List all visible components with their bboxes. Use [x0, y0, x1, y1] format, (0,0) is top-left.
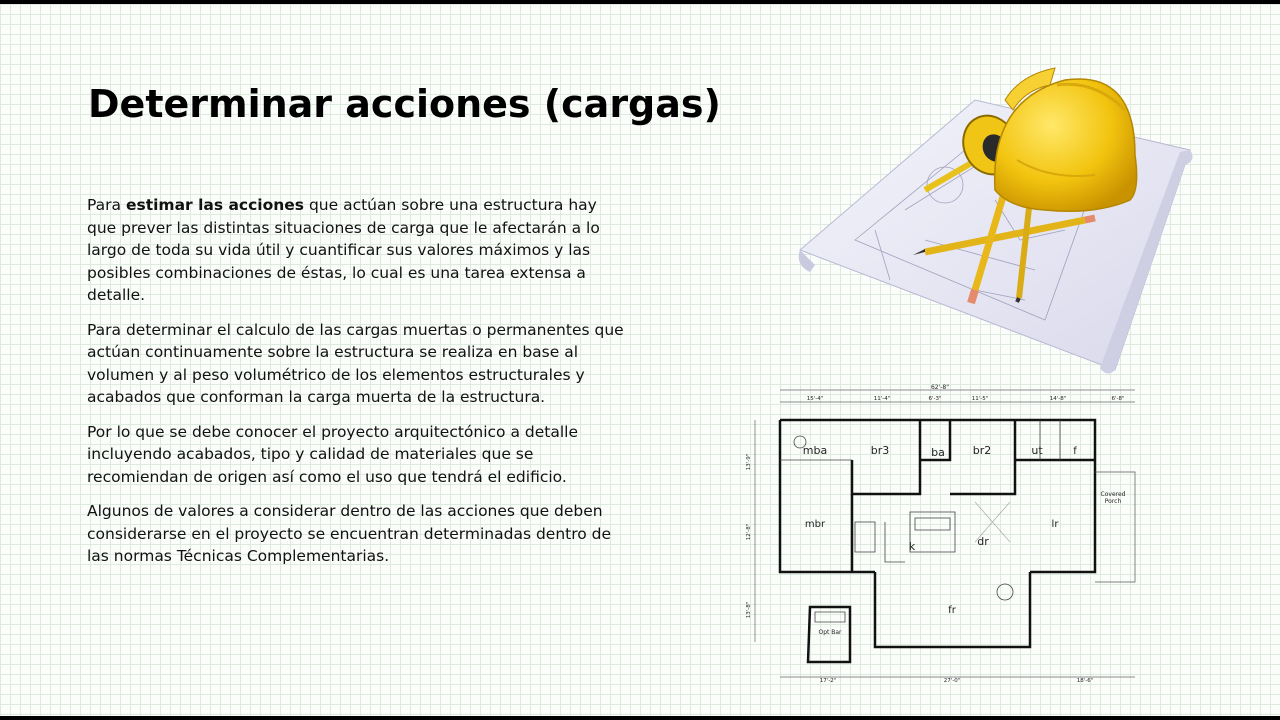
dim-bottom-2: 27'-0" [943, 678, 961, 684]
construction-illustration [795, 40, 1195, 380]
room-mbr: mbr [804, 519, 826, 530]
slide [0, 4, 1280, 716]
dim-bottom-3: 18'-6" [1076, 678, 1094, 684]
paragraph-4: Algunos de valores a considerar dentro de las acciones que deben considerarse en el proyecto se encuentran determinadas dentro de las normas Técnicas Complementarias. [87, 502, 612, 565]
body-text [87, 194, 627, 580]
dim-bottom-1: 17'-2" [819, 678, 837, 684]
dim-top-total: 62'-8" [930, 384, 950, 391]
dim-top-5: 14'-8" [1049, 396, 1067, 402]
room-f: f [1073, 446, 1077, 457]
room-mba: mba [802, 444, 828, 457]
porch-label-1: Covered [1100, 491, 1126, 498]
paragraph-1-end: que actúan sobre una estructura hay que prever las distintas situaciones de carga que le afectarán a lo largo de toda su vida útil y cuantificar sus valores máximos y las posibles combinaciones de éstas, lo cual es una tarea extensa a detalle. [87, 196, 600, 304]
floor-plan-drawing [740, 382, 1140, 688]
dim-top-6: 6'-8" [1111, 396, 1125, 402]
dim-top-4: 11'-5" [971, 396, 989, 402]
dim-top-3: 6'-3" [928, 396, 942, 402]
paragraph-2: Para determinar el calculo de las cargas muertas o permanentes que actúan continuamente sobre la estructura se realiza en base al volumen y al peso volumétrico de los elementos estructurales y acabados que conforman la carga muerta de la estructura. [87, 320, 624, 406]
room-opt-bar: Opt Bar [818, 629, 842, 636]
dim-left-1: 13'-9" [746, 453, 752, 471]
room-k: k [908, 540, 916, 553]
dim-left-3: 13'-8" [746, 601, 752, 619]
slide-title: Determinar acciones (cargas) [88, 82, 721, 126]
room-lr: lr [1051, 519, 1059, 530]
porch-label-2: Porch [1104, 498, 1122, 505]
room-fr: fr [948, 605, 956, 616]
dim-top-1: 15'-4" [806, 396, 824, 402]
dim-left-2: 12'-8" [746, 523, 752, 541]
paragraph-1-start: Para [87, 196, 126, 214]
paragraph-3: Por lo que se debe conocer el proyecto arquitectónico a detalle incluyendo acabados, tipo y calidad de materiales que se recomiendan de origen así como el uso que tendrá el edificio. [87, 422, 578, 486]
room-br3: br3 [870, 444, 890, 457]
paragraph-1 [87, 194, 627, 307]
room-br2: br2 [972, 444, 992, 457]
paragraph-1-bold: estimar las acciones [125, 196, 305, 214]
dim-top-2: 11'-4" [873, 396, 891, 402]
room-ut: ut [1031, 444, 1043, 457]
room-ba: ba [931, 446, 945, 459]
room-dr: dr [977, 535, 989, 548]
hard-hat-icon [995, 68, 1137, 211]
